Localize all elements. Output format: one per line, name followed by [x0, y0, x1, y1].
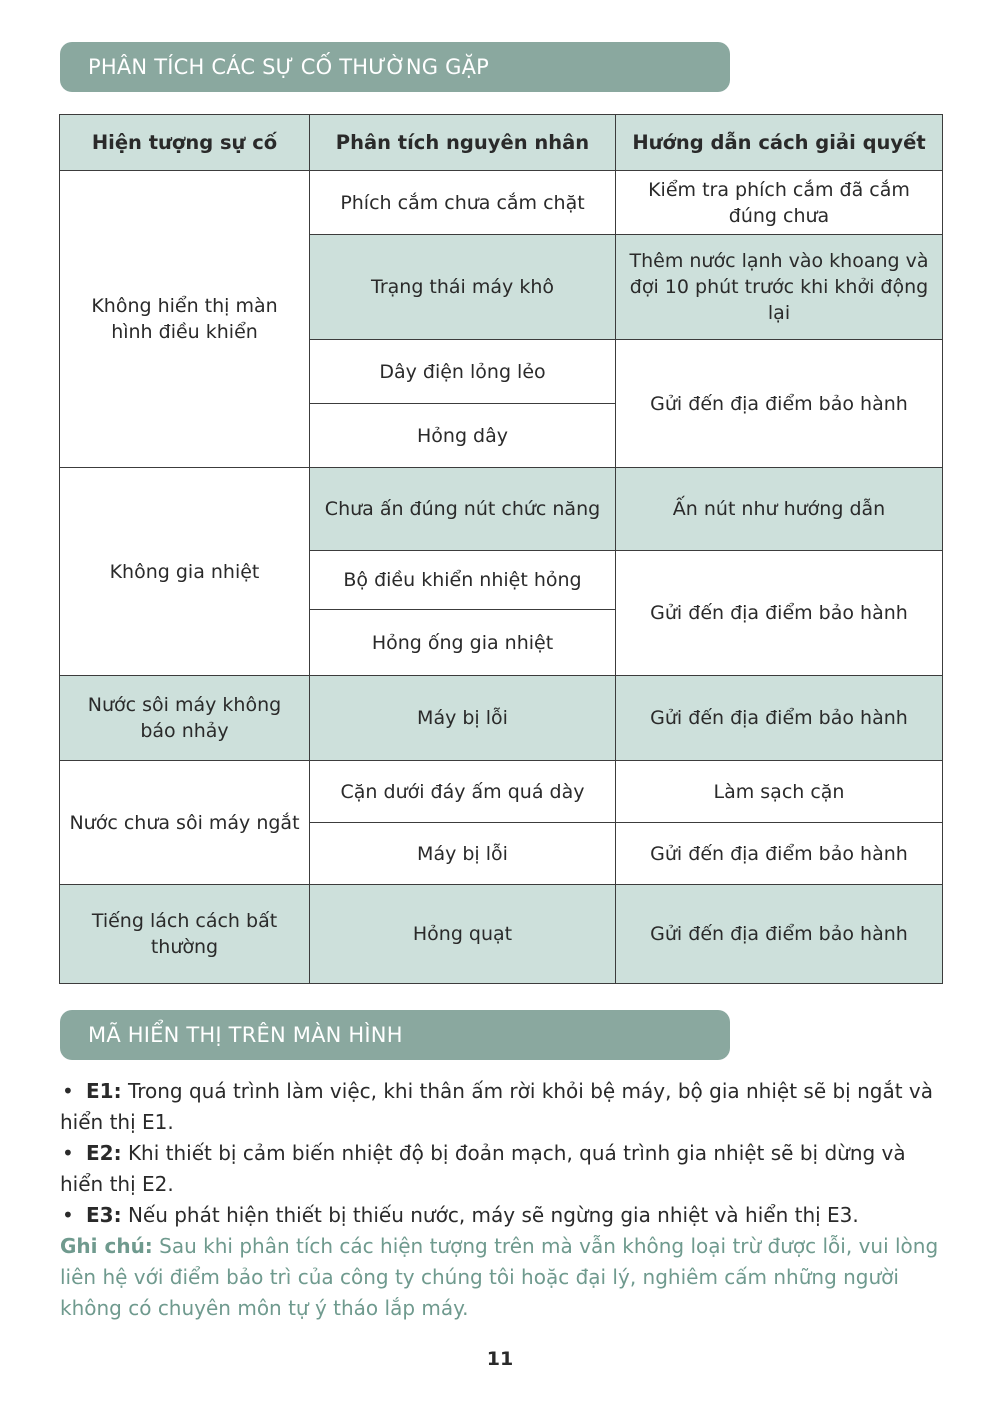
display-codes-list: [60, 1076, 945, 1324]
solution-cell: Thêm nước lạnh vào khoang và đợi 10 phút trước khi khởi động lại: [616, 235, 943, 340]
bullet-icon: •: [62, 1203, 74, 1227]
section-title: PHÂN TÍCH CÁC SỰ CỐ THƯỜNG GẶP: [88, 55, 490, 79]
symptom-cell: Nước chưa sôi máy ngắt: [60, 761, 310, 885]
solution-cell: Ấn nút như hướng dẫn: [616, 468, 943, 551]
column-header-cause: Phân tích nguyên nhân: [310, 115, 616, 171]
note-text: Sau khi phân tích các hiện tượng trên mà vẫn không loại trừ được lỗi, vui lòng liên hệ với điểm bảo trì của công ty chúng tôi hoặc đại lý, nghiêm cấm những người không có chuyên môn tự ý tháo lắp máy.: [60, 1234, 939, 1320]
cause-cell: Hỏng quạt: [310, 885, 616, 984]
table-row: [60, 676, 943, 761]
cause-cell: Hỏng dây: [310, 404, 616, 468]
cause-cell: Máy bị lỗi: [310, 676, 616, 761]
note-paragraph: [60, 1231, 945, 1324]
code-description: Khi thiết bị cảm biến nhiệt độ bị đoản mạch, quá trình gia nhiệt sẽ bị dừng và hiển thị E2.: [60, 1141, 906, 1196]
section-title: MÃ HIỂN THỊ TRÊN MÀN HÌNH: [88, 1023, 403, 1047]
solution-cell: Gửi đến địa điểm bảo hành: [616, 885, 943, 984]
solution-cell: Kiểm tra phích cắm đã cắm đúng chưa: [616, 171, 943, 235]
solution-cell: Gửi đến địa điểm bảo hành: [616, 340, 943, 468]
symptom-cell: Không hiển thị màn hình điều khiển: [60, 171, 310, 468]
bullet-icon: •: [62, 1141, 74, 1165]
section-header-display-codes: [60, 1010, 730, 1060]
list-item: [60, 1076, 945, 1138]
solution-cell: Gửi đến địa điểm bảo hành: [616, 676, 943, 761]
code-description: Trong quá trình làm việc, khi thân ấm rời khỏi bệ máy, bộ gia nhiệt sẽ bị ngắt và hiển thị E1.: [60, 1079, 934, 1134]
symptom-cell: Không gia nhiệt: [60, 468, 310, 676]
note-key: Ghi chú:: [60, 1234, 153, 1258]
cause-cell: Dây điện lỏng lẻo: [310, 340, 616, 404]
cause-cell: Máy bị lỗi: [310, 823, 616, 885]
code-key: E3:: [86, 1203, 122, 1227]
cause-cell: Cặn dưới đáy ấm quá dày: [310, 761, 616, 823]
list-item: [60, 1138, 945, 1200]
cause-cell: Chưa ấn đúng nút chức năng: [310, 468, 616, 551]
table-row: [60, 885, 943, 984]
column-header-solution: Hướng dẫn cách giải quyết: [616, 115, 943, 171]
table-row: [60, 171, 943, 235]
table-header-row: [60, 115, 943, 171]
cause-cell: Phích cắm chưa cắm chặt: [310, 171, 616, 235]
code-key: E1:: [86, 1079, 122, 1103]
cause-cell: Trạng thái máy khô: [310, 235, 616, 340]
list-item: [60, 1200, 945, 1231]
solution-cell: Gửi đến địa điểm bảo hành: [616, 551, 943, 676]
column-header-symptom: Hiện tượng sự cố: [60, 115, 310, 171]
cause-cell: Hỏng ống gia nhiệt: [310, 610, 616, 676]
bullet-icon: •: [62, 1079, 74, 1103]
symptom-cell: Nước sôi máy không báo nhảy: [60, 676, 310, 761]
page-number: 11: [486, 1348, 514, 1370]
symptom-cell: Tiếng lách cách bất thường: [60, 885, 310, 984]
section-header-troubleshooting: [60, 42, 730, 92]
cause-cell: Bộ điều khiển nhiệt hỏng: [310, 551, 616, 610]
solution-cell: Làm sạch cặn: [616, 761, 943, 823]
troubleshooting-table: [59, 114, 943, 984]
solution-cell: Gửi đến địa điểm bảo hành: [616, 823, 943, 885]
code-description: Nếu phát hiện thiết bị thiếu nước, máy sẽ ngừng gia nhiệt và hiển thị E3.: [127, 1203, 859, 1227]
code-key: E2:: [86, 1141, 122, 1165]
table-row: [60, 761, 943, 823]
table-row: [60, 468, 943, 551]
